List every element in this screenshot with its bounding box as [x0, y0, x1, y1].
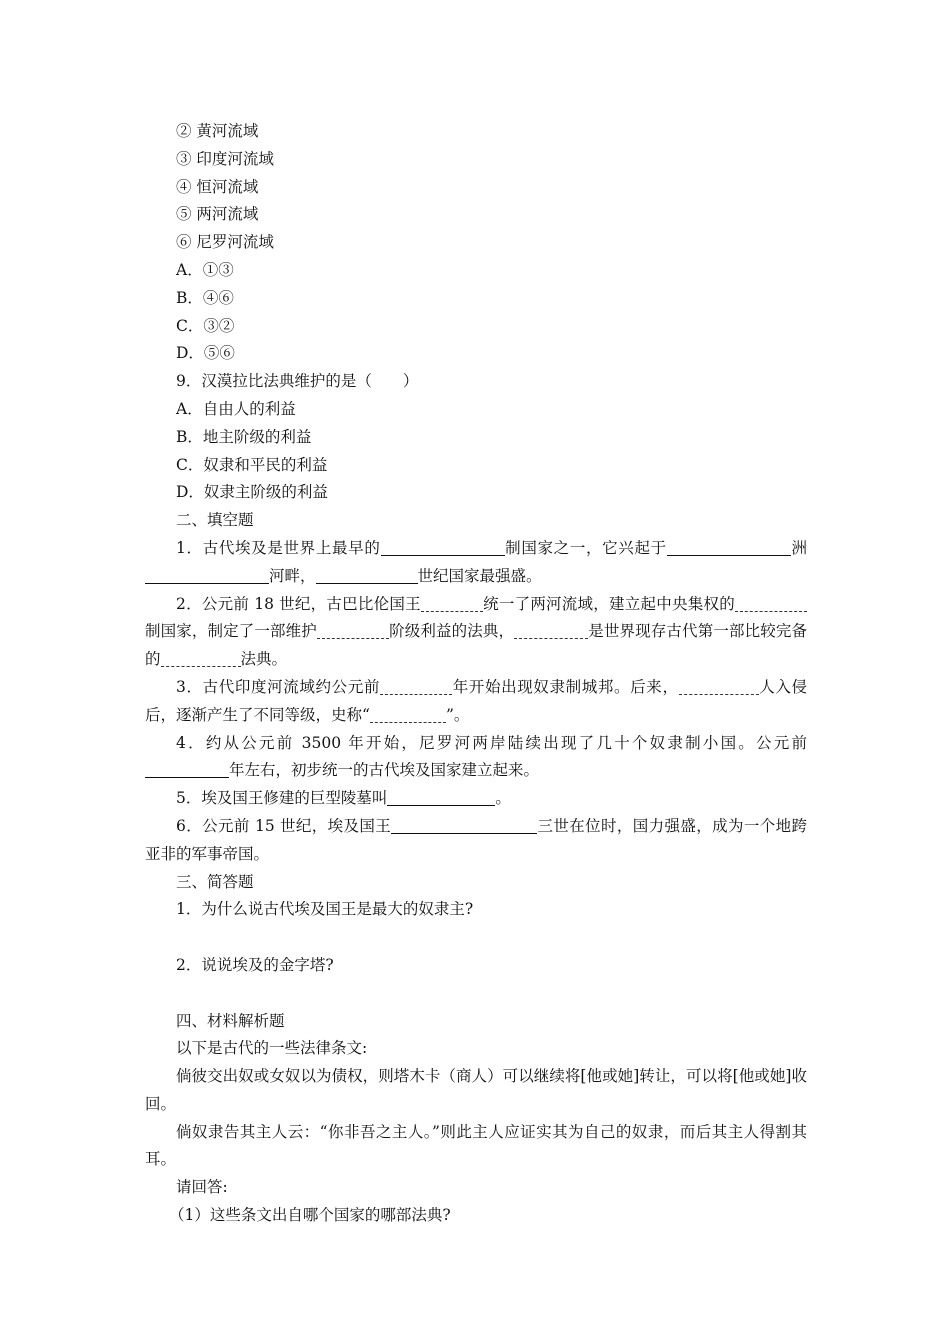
q9-choice-a: A．自由人的利益 [176, 399, 296, 418]
blank [679, 676, 759, 695]
blank [380, 676, 452, 695]
material-subquestion-1: （1）这些条文出自哪个国家的哪部法典? [169, 1206, 451, 1225]
blank [514, 620, 588, 639]
blank [161, 648, 241, 667]
short-answer-q1: 1．为什么说古代埃及国王是最大的奴隶主? [176, 900, 474, 919]
q9-choice-c: C．奴隶和平民的利益 [176, 455, 328, 474]
q9-choice-b: B．地主阶级的利益 [176, 427, 312, 446]
blank [145, 759, 229, 778]
blank [391, 815, 537, 834]
q8-option-item-3: ③ 印度河流域 [176, 149, 274, 168]
blank [387, 787, 495, 806]
q8-option-item-2: ② 黄河流域 [176, 122, 259, 140]
material-clause-2: 倘奴隶告其主人云：“你非吾之主人。”则此主人应证实其为自己的奴隶，而后其主人得割其耳。 [145, 1122, 807, 1169]
fill-q6: 6．公元前 15 世纪，埃及国王 三世在位时，国力强盛，成为一个地跨亚非的军事帝国。 [145, 816, 807, 863]
blank [421, 593, 483, 612]
answer-space [145, 924, 807, 952]
material-clause-1: 倘彼交出奴或女奴以为债权，则塔木卡（商人）可以继续将[他或她]转让，可以将[他或她]收回。 [145, 1067, 807, 1113]
fill-section-heading: 二、填空题 [176, 511, 254, 530]
fill-q5: 5．埃及国王修建的巨型陵墓叫 。 [176, 789, 511, 808]
short-answer-q2: 2．说说埃及的金字塔? [176, 955, 334, 974]
blank [381, 537, 505, 556]
material-intro: 以下是古代的一些法律条文: [176, 1039, 368, 1058]
blank [370, 704, 446, 723]
q8-choice-b: B．④⑥ [176, 288, 234, 307]
q8-choice-a: A．①③ [176, 260, 234, 279]
q8-choice-d: D．⑤⑥ [176, 344, 235, 363]
q8-choice-c: C．③② [176, 316, 235, 335]
document-content [145, 118, 807, 1230]
blank [145, 565, 269, 584]
fill-q1: 1．古代埃及是世界上最早的 制国家之一，它兴起于 洲河畔， 世纪国家最强盛。 [145, 535, 807, 591]
fill-q4: 4．约从公元前 3500 年开始，尼罗河两岸陆续出现了几十个奴隶制小国。公元前年左右，初步统一的古代埃及国家建立起来。 [145, 730, 807, 786]
q9-choice-d: D．奴隶主阶级的利益 [176, 483, 328, 502]
fill-q2: 2．公元前 18 世纪，古巴比伦国王 统一了两河流域，建立起中央集权的制国家，制定了一部维护 阶级利益的法典， 是世界现存古代第一部比较完备的 法典。 [145, 594, 807, 669]
fill-q3: 3．古代印度河流域约公元前 年开始出现奴隶制城邦。后来， 人入侵后，逐渐产生了不同等级，史称“ ”。 [145, 677, 807, 724]
q8-option-item-6: ⑥ 尼罗河流域 [176, 233, 274, 252]
short-answer-heading: 三、简答题 [176, 872, 254, 891]
answer-space [145, 980, 807, 1008]
blank [735, 593, 807, 612]
q9-stem: 9．汉漠拉比法典维护的是（ ） [176, 372, 419, 391]
q8-option-item-5: ⑤ 两河流域 [176, 205, 259, 224]
q8-option-item-4: ④ 恒河流域 [176, 177, 259, 196]
blank [667, 537, 791, 556]
material-prompt: 请回答: [176, 1178, 228, 1197]
blank [316, 565, 418, 584]
blank [317, 620, 389, 639]
material-heading: 四、材料解析题 [176, 1011, 285, 1030]
